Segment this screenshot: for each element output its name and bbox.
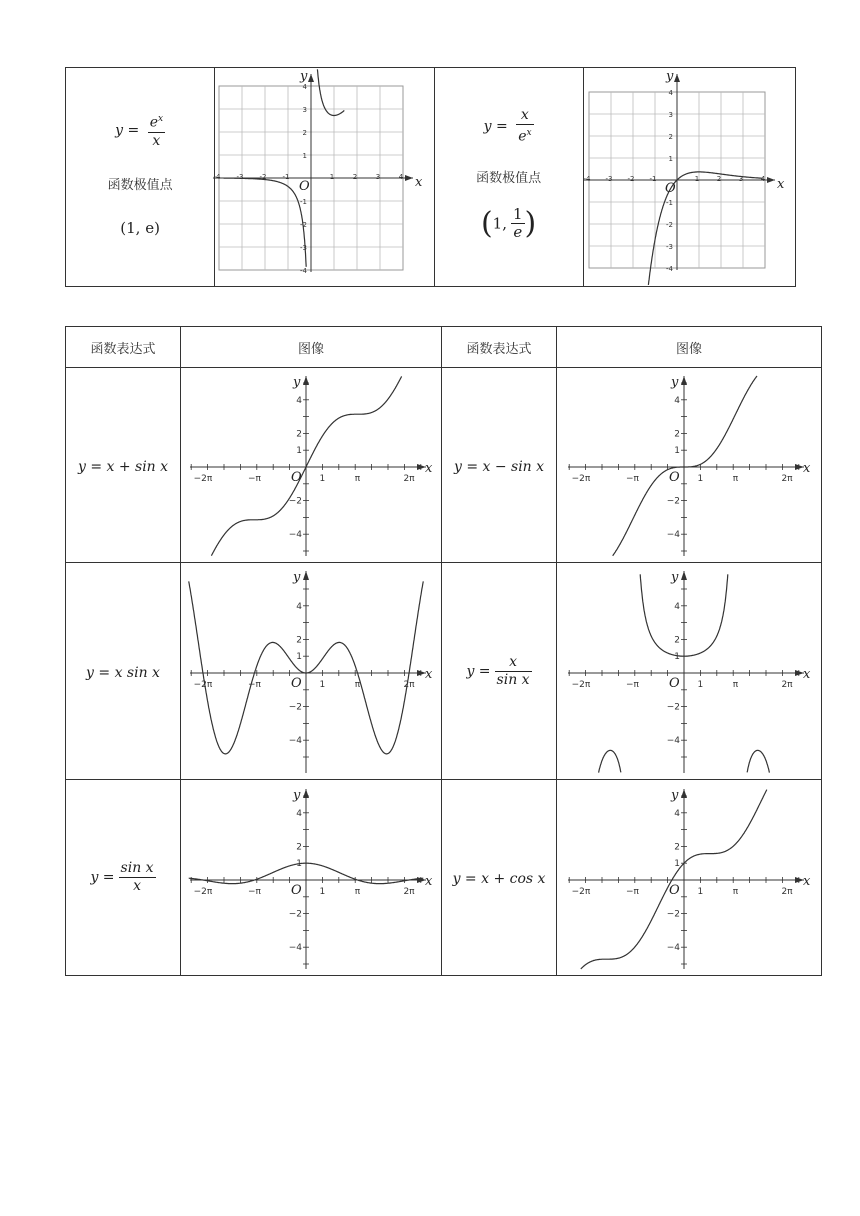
graph-cell — [181, 780, 442, 976]
y-tick-label: -2 — [299, 220, 307, 229]
y-tick-label: 2 — [302, 128, 307, 137]
graph-cell — [583, 68, 795, 287]
origin-label: O — [298, 178, 310, 194]
y-tick-label: -4 — [299, 266, 307, 275]
y-axis-arrow — [303, 571, 309, 580]
y-tick-label: −4 — [288, 530, 302, 541]
y-tick-label: 3 — [668, 110, 674, 119]
graph-cell — [557, 563, 822, 780]
x-tick-label: 2π — [403, 886, 415, 897]
y-tick-label: −2 — [288, 702, 302, 713]
graph-cell — [181, 563, 442, 780]
y-tick-label: -2 — [666, 220, 674, 229]
x-tick-label: -4 — [583, 174, 591, 183]
x-axis-arrow — [405, 175, 413, 181]
y-tick-label: −4 — [666, 736, 680, 747]
y-tick-label: 4 — [674, 395, 680, 406]
x-tick-label: -3 — [605, 174, 613, 183]
origin-label: O — [669, 676, 680, 691]
y-tick-label: −4 — [288, 736, 302, 747]
x-axis-label: x — [425, 461, 433, 476]
formula-cell-ex-over-x — [66, 68, 215, 287]
x-tick-label: −2π — [571, 680, 591, 690]
y-tick-label: 4 — [674, 601, 680, 612]
x-tick-label: −π — [625, 680, 639, 690]
y-tick-label: 1 — [668, 154, 674, 163]
x-tick-label: −2π — [571, 886, 591, 897]
graph-sinx-over-x — [182, 783, 440, 973]
y-axis-label: y — [293, 570, 301, 585]
y-tick-label: -1 — [666, 198, 674, 207]
origin-label: O — [669, 470, 680, 485]
origin-label: O — [291, 882, 302, 898]
x-tick-label: π — [354, 886, 361, 897]
y-axis-label: y — [671, 375, 679, 390]
x-tick-label: 4 — [761, 174, 766, 183]
y-axis-arrow — [681, 376, 687, 385]
header-expression: 函数表达式 — [442, 327, 557, 368]
x-tick-label: 3 — [739, 174, 744, 183]
graph-x-over-ex — [585, 70, 793, 285]
y-tick-label: 2 — [674, 841, 680, 852]
x-tick-label: -1 — [282, 172, 290, 181]
formula: y = $\frac{e^x}{x}$ — [115, 111, 165, 150]
x-tick-label: −π — [247, 680, 261, 690]
table-row — [66, 368, 822, 563]
y-axis-arrow — [681, 789, 687, 798]
y-tick-label: 1 — [674, 446, 680, 457]
y-tick-label: 2 — [296, 841, 302, 852]
extremum-point: (1, $\frac{1}{e}$ ) — [480, 205, 537, 242]
x-tick-label: −2π — [193, 680, 213, 690]
x-tick-label: −2π — [193, 886, 213, 897]
caption: 函数极值点 — [107, 177, 173, 193]
caption: 函数极值点 — [476, 171, 542, 187]
formula-cell: y = x − sin x — [442, 368, 557, 563]
formula-cell: y = x + cos x — [442, 780, 557, 976]
y-tick-label: 1 — [674, 652, 680, 663]
x-tick-label: π — [354, 680, 361, 690]
header-graph: 图像 — [557, 327, 822, 368]
x-tick-label: 2π — [781, 474, 793, 484]
x-tick-label: 1 — [319, 680, 326, 690]
x-axis-label: x — [803, 667, 811, 682]
y-tick-label: −2 — [666, 909, 680, 920]
x-axis-label: x — [425, 667, 433, 682]
y-tick-label: 1 — [674, 858, 680, 869]
x-tick-label: 1 — [329, 172, 335, 181]
formula-cell: y = $\frac{\text{sin x}}{x}$ — [66, 780, 181, 976]
x-tick-label: 2π — [403, 680, 415, 690]
x-tick-label: 2π — [781, 680, 793, 690]
x-tick-label: -2 — [259, 172, 267, 181]
series-curve — [613, 376, 757, 556]
y-tick-label: -4 — [666, 264, 674, 273]
x-tick-label: 1 — [697, 680, 704, 690]
x-axis-label: x — [803, 873, 811, 889]
x-axis-label: x — [414, 174, 423, 190]
x-tick-label: −π — [625, 474, 639, 484]
x-tick-label: 1 — [695, 174, 700, 183]
table-row — [66, 780, 822, 976]
y-tick-label: 4 — [668, 88, 674, 97]
graph-x-over-sinx — [560, 565, 818, 777]
y-tick-label: 1 — [296, 858, 302, 869]
extremum-point: (1, e) — [120, 218, 160, 237]
graph-x-plus-cosx — [560, 783, 818, 973]
y-axis-arrow — [674, 74, 680, 82]
x-axis-arrow — [767, 177, 775, 183]
y-tick-label: 2 — [674, 635, 680, 646]
graph-x-plus-sinx — [182, 370, 440, 560]
y-tick-label: −2 — [288, 909, 302, 920]
y-axis-label: y — [293, 787, 301, 803]
formula: y = $\frac{x}{e^x}$ — [483, 106, 532, 145]
x-tick-label: −2π — [571, 474, 591, 484]
y-axis-label: y — [671, 787, 679, 803]
y-tick-label: −2 — [288, 496, 302, 507]
y-tick-label: 4 — [674, 808, 680, 819]
x-tick-label: 1 — [697, 474, 704, 484]
graph-cell — [181, 368, 442, 563]
x-tick-label: -4 — [213, 172, 221, 181]
graph-x-minus-sinx — [560, 370, 818, 560]
x-tick-label: π — [732, 886, 739, 897]
y-tick-label: 4 — [296, 808, 302, 819]
x-tick-label: -1 — [649, 174, 657, 183]
y-tick-label: 4 — [296, 395, 302, 406]
header-row — [66, 327, 822, 368]
formula-cell-x-over-ex — [434, 68, 583, 287]
y-tick-label: 2 — [296, 429, 302, 440]
x-axis-label: x — [425, 873, 433, 889]
y-tick-label: 1 — [296, 652, 302, 663]
x-tick-label: π — [732, 474, 739, 484]
y-axis-arrow — [303, 789, 309, 798]
y-tick-label: −2 — [666, 496, 680, 507]
header-expression: 函数表达式 — [66, 327, 181, 368]
y-tick-label: −4 — [666, 530, 680, 541]
x-tick-label: 2π — [781, 886, 793, 897]
x-tick-label: 2 — [717, 174, 722, 183]
x-axis-label: x — [777, 176, 785, 192]
graph-cell — [215, 68, 434, 287]
y-tick-label: -1 — [299, 197, 307, 206]
function-graph-table — [65, 326, 822, 976]
y-axis-label: y — [666, 68, 674, 84]
y-tick-label: 2 — [296, 635, 302, 646]
x-tick-label: −π — [247, 886, 261, 897]
origin-label: O — [669, 882, 680, 898]
x-tick-label: -2 — [627, 174, 635, 183]
y-tick-label: 4 — [296, 601, 302, 612]
x-tick-label: −2π — [193, 474, 213, 484]
y-tick-label: −4 — [666, 942, 680, 953]
x-tick-label: 2 — [352, 172, 358, 181]
y-tick-label: 1 — [302, 151, 307, 160]
y-tick-label: -3 — [666, 242, 674, 251]
y-tick-label: −2 — [666, 702, 680, 713]
x-tick-label: 4 — [398, 172, 404, 181]
x-tick-label: π — [732, 680, 739, 690]
extremum-table — [65, 67, 796, 287]
origin-label: O — [665, 180, 677, 196]
x-tick-label: 1 — [319, 886, 326, 897]
table-row — [66, 563, 822, 780]
origin-label: O — [291, 676, 302, 691]
x-tick-label: 1 — [319, 474, 326, 484]
x-tick-label: π — [354, 474, 361, 484]
x-tick-label: -3 — [236, 172, 244, 181]
graph-cell — [557, 368, 822, 563]
formula-cell: y = x sin x — [66, 563, 181, 780]
x-axis-label: x — [803, 461, 811, 476]
formula-cell: y = x + sin x — [66, 368, 181, 563]
y-tick-label: −4 — [288, 942, 302, 953]
y-axis-arrow — [303, 376, 309, 385]
y-tick-label: 1 — [296, 446, 302, 457]
graph-ex-over-x — [213, 68, 432, 285]
y-tick-label: 4 — [302, 82, 307, 91]
y-axis-label: y — [293, 375, 301, 390]
origin-label: O — [291, 470, 302, 485]
header-graph: 图像 — [181, 327, 442, 368]
x-tick-label: 2π — [403, 474, 415, 484]
y-tick-label: 2 — [674, 429, 680, 440]
graph-cell — [557, 780, 822, 976]
x-tick-label: −π — [625, 886, 639, 897]
x-tick-label: −π — [247, 474, 261, 484]
y-axis-label: y — [299, 68, 308, 84]
formula-cell: y = $\frac{x}{\text{sin x}}$ — [442, 563, 557, 780]
y-axis-arrow — [308, 74, 314, 82]
x-tick-label: 1 — [697, 886, 704, 897]
y-tick-label: 3 — [302, 105, 307, 114]
y-axis-arrow — [681, 571, 687, 580]
x-tick-label: 3 — [375, 172, 381, 181]
y-tick-label: 2 — [668, 132, 674, 141]
y-axis-label: y — [671, 570, 679, 585]
graph-x-sinx — [182, 565, 440, 777]
y-tick-label: -3 — [299, 243, 307, 252]
